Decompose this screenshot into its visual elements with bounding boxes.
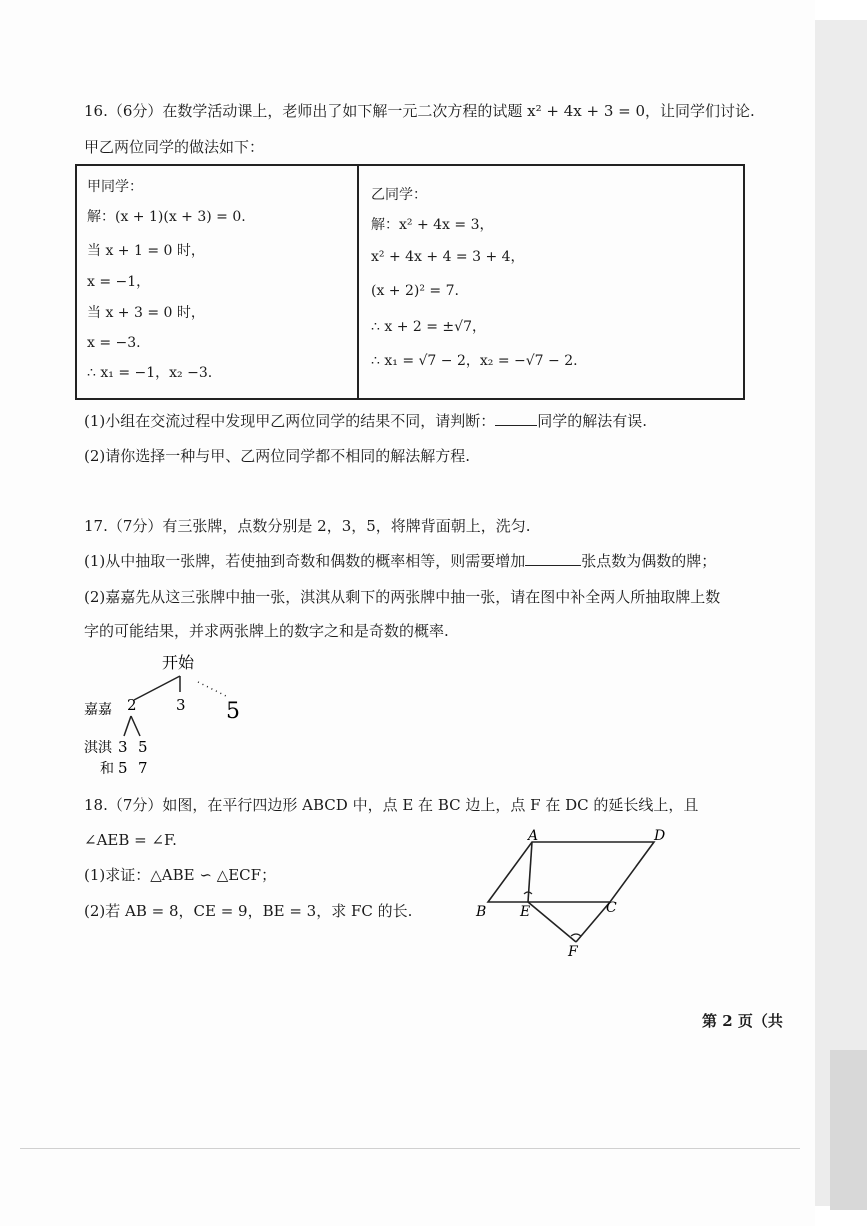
tree-child-3: 3 [118, 738, 128, 756]
q18-stem-line1: 18.（7分）如图，在平行四边形 ABCD 中，点 E 在 BC 边上，点 F 在 DC 的延长线上，且 [84, 796, 699, 814]
tree-start-label: 开始 [162, 653, 195, 672]
label-d: D [654, 828, 666, 844]
tree-node-2: 2 [127, 696, 137, 714]
q16-answer-blank[interactable] [495, 411, 537, 426]
label-a: A [528, 828, 539, 844]
tree-node-3: 3 [176, 696, 186, 714]
tree-sum-7: 7 [138, 759, 148, 777]
scan-edge-strip [815, 20, 867, 1206]
jia-line-4: 当 x + 3 = 0 时， [87, 305, 205, 321]
box-divider [357, 166, 359, 398]
q17-part1-text-b: 张点数为偶数的牌； [581, 552, 717, 570]
jia-title: 甲同学： [87, 179, 143, 195]
tree-sub-branch-3 [124, 716, 131, 736]
q16-stem-line2: 甲乙两位同学的做法如下： [84, 138, 265, 156]
label-f: F [568, 944, 578, 960]
jia-line-6: ∴ x₁ = −1，x₂ −3. [87, 365, 213, 381]
jia-line-3: x = −1， [87, 274, 151, 290]
yi-line-1: 解：x² + 4x = 3， [371, 217, 494, 233]
yi-line-5: ∴ x₁ = √7 − 2，x₂ = −√7 − 2. [371, 353, 578, 369]
yi-line-2: x² + 4x + 4 = 3 + 4， [371, 249, 525, 265]
q18-stem-line2: ∠AEB = ∠F. [84, 831, 177, 849]
jia-line-5: x = −3. [87, 335, 141, 351]
tree-node-5-handwritten: 5 [226, 699, 240, 724]
q17-part1 [84, 551, 716, 571]
tree-sub-branch-5 [131, 716, 140, 736]
q16-solutions-box [75, 164, 745, 400]
tree-child-5: 5 [138, 738, 148, 756]
q17-part1-text-a: (1)从中抽取一张牌，若使抽到奇数和偶数的概率相等，则需要增加 [84, 552, 526, 570]
jia-line-1: 解：(x + 1)(x + 3) = 0. [87, 209, 246, 225]
jia-line-2: 当 x + 1 = 0 时， [87, 243, 205, 259]
yi-title: 乙同学： [371, 187, 427, 203]
q16-part1 [84, 411, 647, 431]
angle-f-mark [571, 934, 581, 936]
scan-edge-shadow [830, 1050, 867, 1210]
tree-qi-label: 淇淇 [84, 740, 112, 756]
tree-branch-2 [134, 676, 180, 700]
tree-jia-label: 嘉嘉 [84, 702, 112, 718]
q16-stem-line1: 16.（6分）在数学活动课上，老师出了如下解一元二次方程的试题 x² + 4x + 3 = 0，让同学们讨论. [84, 102, 755, 120]
tree-sum-label: 和 [100, 761, 114, 777]
q16-part1-text-b: 同学的解法有误. [537, 412, 648, 430]
tree-sum-5: 5 [118, 759, 128, 777]
q18-part2: (2)若 AB = 8，CE = 9，BE = 3，求 FC 的长. [84, 902, 413, 920]
segment-cf [576, 902, 610, 942]
q17-part2-line2: 字的可能结果，并求两张牌上的数字之和是奇数的概率. [84, 622, 449, 640]
q17-stem: 17.（7分）有三张牌，点数分别是 2，3，5，将牌背面朝上，洗匀. [84, 517, 531, 535]
label-e: E [520, 904, 531, 920]
page-number-footer: 第 2 页（共 [702, 1012, 783, 1030]
parallelogram-figure [470, 826, 690, 962]
label-c: C [606, 900, 617, 916]
q17-part2-line1: (2)嘉嘉先从这三张牌中抽一张，淇淇从剩下的两张牌中抽一张，请在图中补全两人所抽取牌上数 [84, 588, 721, 606]
segment-ef [528, 902, 576, 942]
yi-line-3: (x + 2)² = 7. [371, 283, 459, 299]
q16-part1-text-a: (1)小组在交流过程中发现甲乙两位同学的结果不同，请判断： [84, 412, 496, 430]
page-bottom-rule [20, 1148, 800, 1149]
tree-branch-5-dotted [198, 682, 226, 696]
q16-part2: (2)请你选择一种与甲、乙两位同学都不相同的解法解方程. [84, 447, 471, 465]
tree-diagram [80, 648, 280, 780]
yi-line-4: ∴ x + 2 = ±√7， [371, 319, 486, 335]
label-b: B [476, 904, 487, 920]
parallelogram-abcd [488, 842, 654, 902]
q17-answer-blank[interactable] [525, 551, 581, 566]
q18-part1: (1)求证：△ABE ∽ △ECF； [84, 866, 277, 884]
